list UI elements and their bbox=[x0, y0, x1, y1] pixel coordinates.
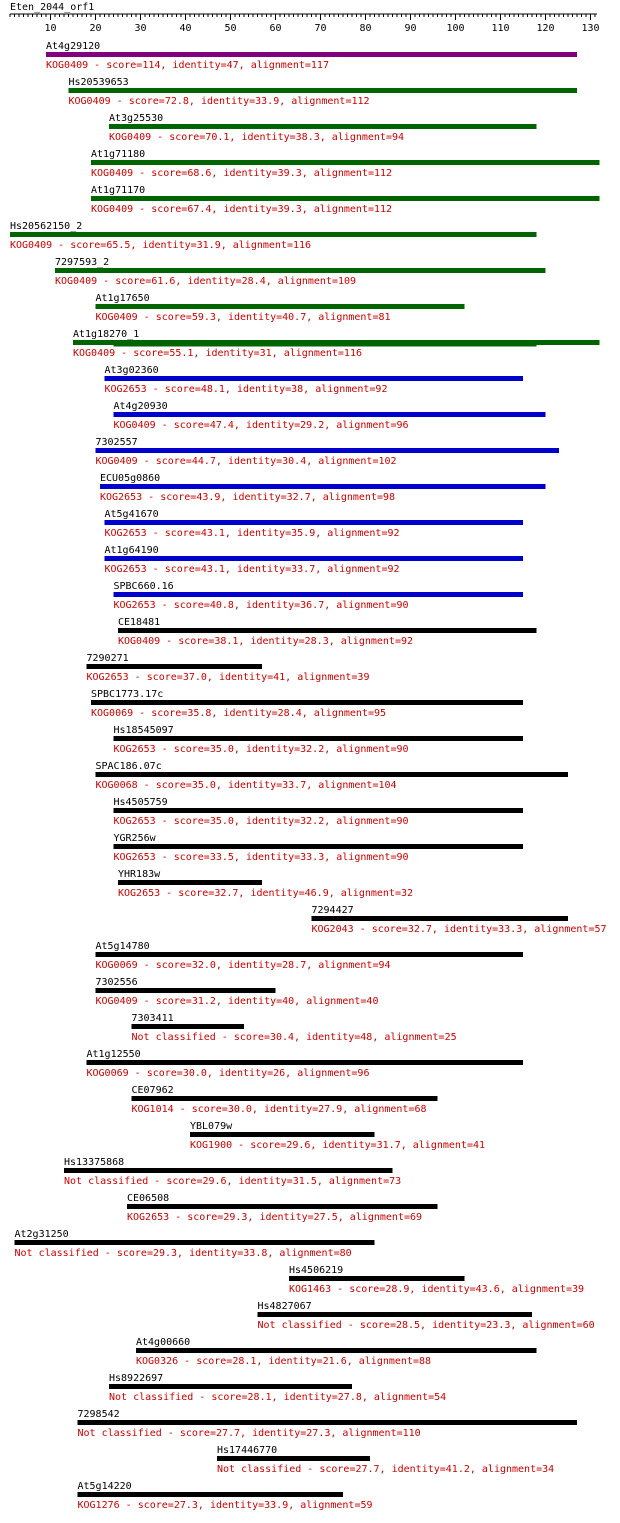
hit-description: KOG2653 - score=29.3, identity=27.5, alignment=69 bbox=[127, 1212, 423, 1223]
hit-description: Not classified - score=28.1, identity=27.8, alignment=54 bbox=[109, 1392, 447, 1403]
hit-row bbox=[91, 149, 600, 179]
hit-description: KOG0409 - score=72.8, identity=33.9, alignment=112 bbox=[68, 96, 370, 107]
x-tick-label: 90 bbox=[404, 23, 417, 34]
hit-row bbox=[312, 905, 607, 935]
hit-name: CE18481 bbox=[118, 617, 161, 628]
hit-row bbox=[105, 365, 524, 395]
hit-bar bbox=[109, 1384, 352, 1389]
hit-name: Hs4505759 bbox=[113, 797, 168, 808]
hit-name: 7303411 bbox=[131, 1013, 174, 1024]
hit-name: At5g14220 bbox=[77, 1481, 132, 1492]
hit-bar bbox=[96, 304, 465, 309]
hit-name: SPBC660.16 bbox=[113, 581, 174, 592]
hit-row bbox=[109, 113, 537, 143]
hit-description: KOG2043 - score=32.7, identity=33.3, alignment=57 bbox=[311, 924, 607, 935]
x-tick-label: 10 bbox=[44, 23, 57, 34]
hit-bar bbox=[46, 52, 577, 57]
hit-bar bbox=[69, 88, 578, 93]
hit-description: Not classified - score=27.7, identity=41.2, alignment=34 bbox=[217, 1464, 555, 1475]
hit-row bbox=[96, 941, 524, 971]
hit-name: At3g02360 bbox=[104, 365, 159, 376]
hit-row bbox=[127, 1193, 438, 1223]
hit-row bbox=[105, 545, 524, 575]
hit-row bbox=[78, 1409, 578, 1439]
hit-bar bbox=[91, 160, 600, 165]
hit-bar bbox=[132, 1096, 438, 1101]
hit-bar bbox=[91, 196, 600, 201]
hit-name: 7302556 bbox=[95, 977, 138, 988]
hit-name: Hs20539653 bbox=[68, 77, 129, 88]
hit-bar bbox=[114, 844, 524, 849]
hit-description: KOG0409 - score=67.4, identity=39.3, alignment=112 bbox=[91, 204, 393, 215]
hit-row bbox=[69, 77, 578, 107]
hit-description: KOG1463 - score=28.9, identity=43.6, alignment=39 bbox=[289, 1284, 585, 1295]
hit-row bbox=[91, 185, 600, 215]
hit-description: KOG2653 - score=48.1, identity=38, alignment=92 bbox=[104, 384, 388, 395]
x-axis bbox=[10, 14, 600, 34]
hit-row bbox=[114, 833, 524, 863]
hit-bar bbox=[96, 988, 276, 993]
x-tick-label: 70 bbox=[314, 23, 327, 34]
hit-row bbox=[289, 1265, 584, 1295]
hit-name: Hs4827067 bbox=[257, 1301, 312, 1312]
hit-description: KOG2653 - score=35.0, identity=32.2, alignment=90 bbox=[113, 816, 409, 827]
x-tick-label: 100 bbox=[446, 23, 465, 34]
hit-bar bbox=[73, 340, 600, 345]
hit-bar bbox=[15, 1240, 375, 1245]
hit-row bbox=[10, 221, 537, 251]
hit-row bbox=[91, 689, 523, 719]
hit-description: KOG2653 - score=43.9, identity=32.7, alignment=98 bbox=[100, 492, 396, 503]
hit-description: KOG0069 - score=35.8, identity=28.4, alignment=95 bbox=[91, 708, 387, 719]
hit-description: KOG0409 - score=47.4, identity=29.2, alignment=96 bbox=[113, 420, 409, 431]
hit-name: Hs18545097 bbox=[113, 725, 174, 736]
hit-bar bbox=[10, 232, 537, 237]
hit-row bbox=[109, 1373, 446, 1403]
hit-row bbox=[96, 761, 569, 791]
hit-list bbox=[10, 41, 607, 1511]
hit-description: Not classified - score=29.3, identity=33.8, alignment=80 bbox=[14, 1248, 352, 1259]
hit-bar bbox=[118, 628, 537, 633]
hit-description: KOG0409 - score=59.3, identity=40.7, alignment=81 bbox=[95, 312, 391, 323]
x-tick-label: 110 bbox=[491, 23, 510, 34]
hit-name: YGR256w bbox=[113, 833, 156, 844]
hit-bar bbox=[312, 916, 569, 921]
hit-row bbox=[15, 1229, 375, 1259]
hit-name: At2g31250 bbox=[14, 1229, 69, 1240]
hit-bar bbox=[114, 592, 524, 597]
hit-bar bbox=[105, 376, 524, 381]
hit-name: At1g71180 bbox=[91, 149, 146, 160]
hit-row bbox=[136, 1337, 537, 1367]
hit-row bbox=[132, 1013, 457, 1043]
hit-description: KOG1276 - score=27.3, identity=33.9, alignment=59 bbox=[77, 1500, 373, 1511]
hit-name: ECU05g0860 bbox=[100, 473, 161, 484]
hit-description: KOG0326 - score=28.1, identity=21.6, alignment=88 bbox=[136, 1356, 432, 1367]
hit-name: At4g29120 bbox=[46, 41, 101, 52]
hit-name: 7298542 bbox=[77, 1409, 120, 1420]
hit-name: At1g12550 bbox=[86, 1049, 141, 1060]
hit-name: CE06508 bbox=[127, 1193, 170, 1204]
hit-name: At1g17650 bbox=[95, 293, 150, 304]
hit-bar bbox=[87, 664, 263, 669]
hit-name: At1g71170 bbox=[91, 185, 146, 196]
hit-row bbox=[96, 293, 465, 323]
hit-row bbox=[46, 41, 577, 71]
hit-name: Hs17446770 bbox=[217, 1445, 278, 1456]
hit-name: Hs4506219 bbox=[289, 1265, 344, 1276]
hit-bar bbox=[114, 808, 524, 813]
hit-description: Not classified - score=29.6, identity=31.5, alignment=73 bbox=[64, 1176, 402, 1187]
hit-bar bbox=[100, 484, 546, 489]
hit-description: KOG0409 - score=114, identity=47, alignment=117 bbox=[46, 60, 329, 71]
hit-name: At1g18270_1 bbox=[73, 329, 140, 340]
hit-row bbox=[96, 977, 379, 1007]
hit-bar bbox=[105, 556, 524, 561]
x-tick-label: 40 bbox=[179, 23, 192, 34]
hit-bar bbox=[96, 448, 560, 453]
hit-bar bbox=[217, 1456, 370, 1461]
hit-row bbox=[190, 1121, 485, 1151]
hit-bar bbox=[136, 1348, 537, 1353]
hit-description: KOG0069 - score=30.0, identity=26, alignment=96 bbox=[86, 1068, 370, 1079]
hit-row bbox=[55, 257, 546, 287]
hit-bar bbox=[105, 520, 524, 525]
hit-bar-segment bbox=[114, 345, 537, 347]
x-tick-label: 20 bbox=[89, 23, 102, 34]
hit-description: KOG0409 - score=70.1, identity=38.3, alignment=94 bbox=[109, 132, 405, 143]
hit-name: SPAC186.07c bbox=[95, 761, 162, 772]
hit-bar bbox=[114, 412, 546, 417]
hit-row bbox=[114, 581, 524, 611]
hit-description: KOG0409 - score=38.1, identity=28.3, alignment=92 bbox=[118, 636, 414, 647]
hit-bar bbox=[64, 1168, 393, 1173]
hit-bar bbox=[258, 1312, 533, 1317]
hit-bar bbox=[118, 880, 262, 885]
hit-bar bbox=[289, 1276, 465, 1281]
hit-description: KOG2653 - score=35.0, identity=32.2, alignment=90 bbox=[113, 744, 409, 755]
hit-row bbox=[118, 617, 537, 647]
hit-description: KOG2653 - score=43.1, identity=33.7, alignment=92 bbox=[104, 564, 400, 575]
hit-description: KOG2653 - score=32.7, identity=46.9, alignment=32 bbox=[118, 888, 414, 899]
hit-bar bbox=[127, 1204, 438, 1209]
hit-name: SPBC1773.17c bbox=[91, 689, 164, 700]
hit-name: At4g00660 bbox=[136, 1337, 191, 1348]
hit-name: 7297593_2 bbox=[55, 257, 110, 268]
hit-description: KOG2653 - score=40.8, identity=36.7, alignment=90 bbox=[113, 600, 409, 611]
hit-name: At3g25530 bbox=[109, 113, 164, 124]
hit-name: 7290271 bbox=[86, 653, 129, 664]
hit-bar bbox=[78, 1420, 578, 1425]
hit-description: KOG2653 - score=33.5, identity=33.3, alignment=90 bbox=[113, 852, 409, 863]
hit-bar bbox=[78, 1492, 344, 1497]
hit-description: KOG0409 - score=55.1, identity=31, alignment=116 bbox=[73, 348, 362, 359]
x-tick-label: 130 bbox=[581, 23, 600, 34]
hit-description: KOG1900 - score=29.6, identity=31.7, alignment=41 bbox=[190, 1140, 486, 1151]
hit-row bbox=[87, 1049, 524, 1079]
hit-description: KOG0409 - score=68.6, identity=39.3, alignment=112 bbox=[91, 168, 393, 179]
hit-row bbox=[64, 1157, 401, 1187]
x-tick-label: 30 bbox=[134, 23, 147, 34]
hit-bar bbox=[132, 1024, 245, 1029]
hit-row bbox=[114, 401, 546, 431]
hit-name: At1g64190 bbox=[104, 545, 159, 556]
hit-description: KOG2653 - score=37.0, identity=41, alignment=39 bbox=[86, 672, 370, 683]
hit-row bbox=[96, 437, 560, 467]
hit-row bbox=[114, 797, 524, 827]
hit-row bbox=[73, 329, 600, 359]
hit-description: Not classified - score=30.4, identity=48, alignment=25 bbox=[131, 1032, 457, 1043]
hit-description: KOG0409 - score=61.6, identity=28.4, alignment=109 bbox=[55, 276, 357, 287]
chart-title: Eten_2044_orf1 bbox=[10, 2, 95, 13]
hit-name: At5g14780 bbox=[95, 941, 150, 952]
hit-name: At5g41670 bbox=[104, 509, 159, 520]
hit-bar bbox=[190, 1132, 375, 1137]
hit-description: KOG2653 - score=43.1, identity=35.9, alignment=92 bbox=[104, 528, 400, 539]
hit-description: KOG0069 - score=32.0, identity=28.7, alignment=94 bbox=[95, 960, 391, 971]
hit-name: CE07962 bbox=[131, 1085, 174, 1096]
hit-bar bbox=[96, 952, 524, 957]
x-tick-label: 50 bbox=[224, 23, 237, 34]
hit-name: Hs13375868 bbox=[64, 1157, 125, 1168]
hit-row bbox=[217, 1445, 554, 1475]
hit-name: YBL079w bbox=[190, 1121, 233, 1132]
hit-row bbox=[132, 1085, 438, 1115]
hit-description: KOG0409 - score=44.7, identity=30.4, alignment=102 bbox=[95, 456, 397, 467]
hit-name: 7294427 bbox=[311, 905, 354, 916]
hit-bar bbox=[114, 736, 524, 741]
hit-row bbox=[105, 509, 524, 539]
hit-name: Hs20562150_2 bbox=[10, 221, 83, 232]
hit-bar bbox=[96, 772, 569, 777]
hit-description: KOG0409 - score=65.5, identity=31.9, alignment=116 bbox=[10, 240, 312, 251]
hit-name: At4g20930 bbox=[113, 401, 168, 412]
hit-row bbox=[114, 725, 524, 755]
hit-bar bbox=[87, 1060, 524, 1065]
hit-row bbox=[87, 653, 370, 683]
hit-bar bbox=[55, 268, 546, 273]
hit-name: 7302557 bbox=[95, 437, 138, 448]
x-tick-label: 80 bbox=[359, 23, 372, 34]
hit-description: KOG0409 - score=31.2, identity=40, alignment=40 bbox=[95, 996, 379, 1007]
hit-name: YHR183w bbox=[118, 869, 161, 880]
hit-row bbox=[100, 473, 546, 503]
hit-description: KOG0068 - score=35.0, identity=33.7, alignment=104 bbox=[95, 780, 397, 791]
hit-description: Not classified - score=28.5, identity=23.3, alignment=60 bbox=[257, 1320, 595, 1331]
x-tick-label: 60 bbox=[269, 23, 282, 34]
hit-bar bbox=[91, 700, 523, 705]
hit-row bbox=[258, 1301, 595, 1331]
hit-name: Hs8922697 bbox=[109, 1373, 164, 1384]
x-tick-label: 120 bbox=[536, 23, 555, 34]
hit-description: Not classified - score=27.7, identity=27.3, alignment=110 bbox=[77, 1428, 421, 1439]
hit-bar bbox=[109, 124, 537, 129]
hit-description: KOG1014 - score=30.0, identity=27.9, alignment=68 bbox=[131, 1104, 427, 1115]
hit-row bbox=[78, 1481, 373, 1511]
hit-row bbox=[118, 869, 413, 899]
